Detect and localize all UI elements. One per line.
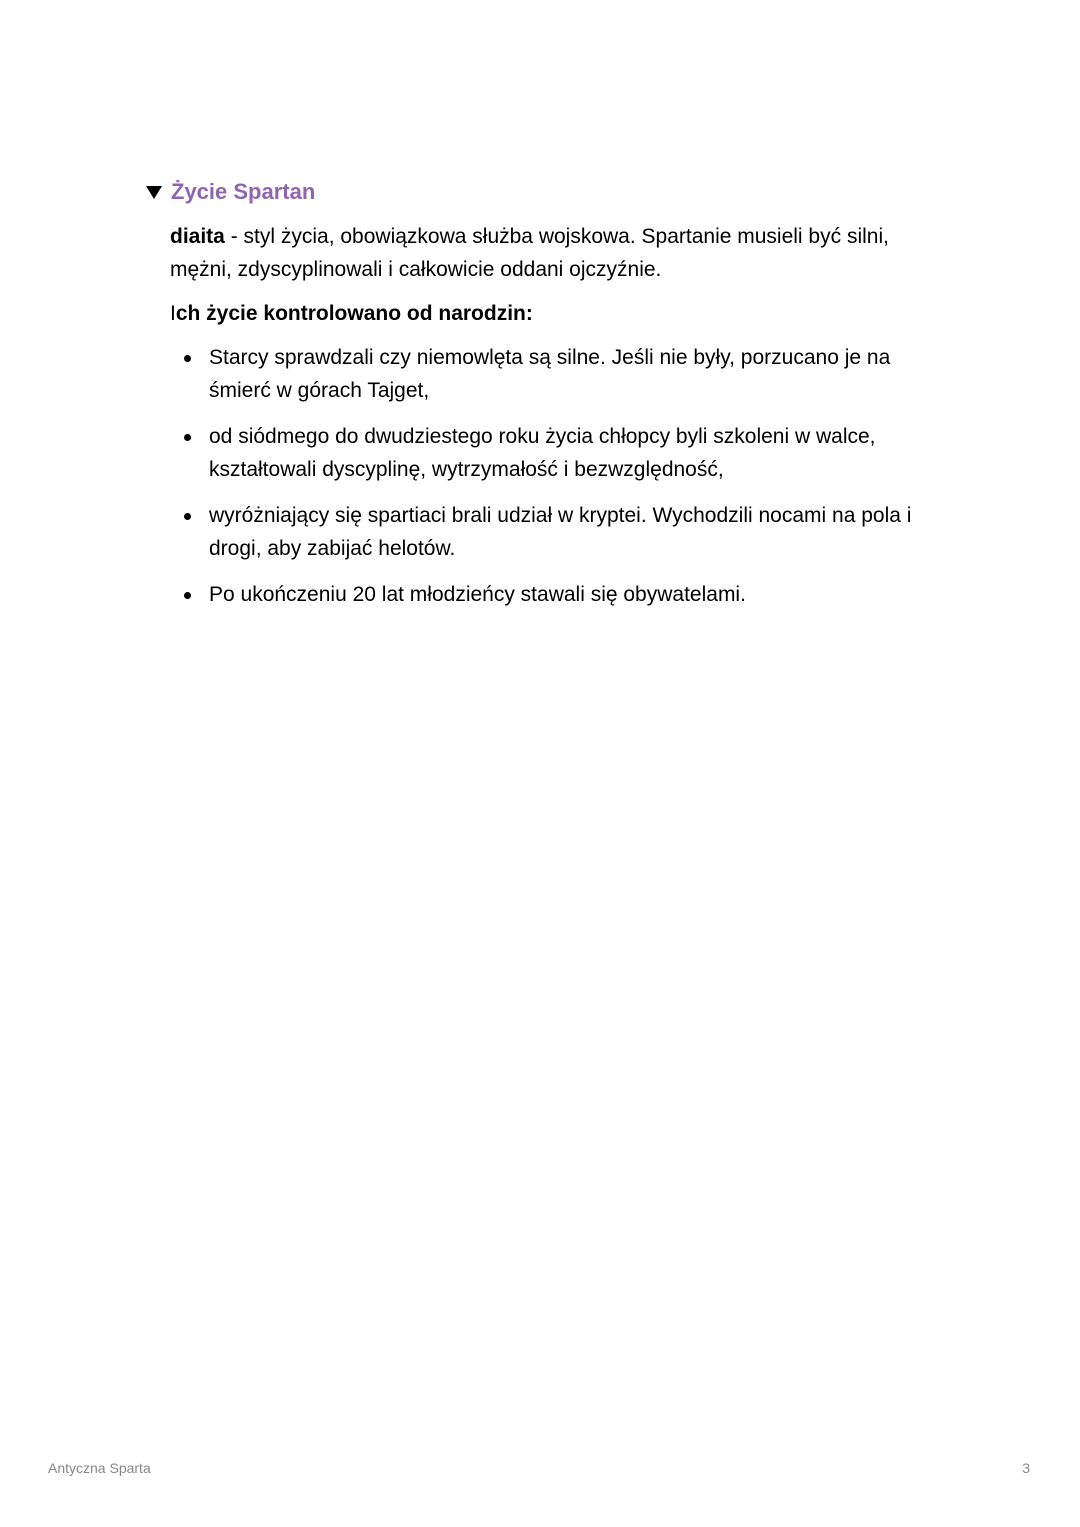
toggle-header[interactable] [144, 176, 944, 208]
list-item-text: Po ukończeniu 20 lat młodzieńcy stawali się obywatelami. [209, 583, 746, 606]
list-item [170, 578, 949, 611]
footer-document-title: Antyczna Sparta [48, 1460, 151, 1476]
toggle-block-zycie-spartan [144, 176, 944, 611]
intro-first-letter: I [170, 302, 176, 325]
list-item [170, 499, 949, 565]
list-item-text: Starcy sprawdzali czy niemowlęta są silne. Jeśli nie były, porzucano je na śmierć w górach Tajget, [209, 346, 891, 402]
bullet-dot-icon [184, 355, 191, 362]
list-item-text: wyróżniający się spartiaci brali udział w kryptei. Wychodzili nocami na pola i drogi, aby zabijać helotów. [209, 504, 912, 560]
definition-diaita: - styl życia, obowiązkowa służba wojskowa. Spartanie musieli być silni, mężni, zdyscyplinowali i całkowicie oddani ojczyźnie. [170, 225, 889, 281]
footer-page-number: 3 [1022, 1460, 1030, 1476]
bullet-dot-icon [184, 434, 191, 441]
triangle-down-icon[interactable] [146, 186, 162, 199]
toggle-content [170, 220, 944, 611]
list-item [170, 420, 949, 486]
paragraph-intro [170, 297, 940, 330]
list-item [170, 341, 949, 407]
bullet-dot-icon [184, 592, 191, 599]
bullet-list [170, 341, 944, 611]
list-item-text: od siódmego do dwudziestego roku życia chłopcy byli szkoleni w walce, kształtowali dyscyplinę, wytrzymałość i bezwzględność, [209, 425, 876, 481]
paragraph-diaita [170, 220, 940, 286]
term-diaita: diaita [170, 225, 225, 248]
intro-bold-text: ch życie kontrolowano od narodzin: [175, 302, 533, 325]
toggle-title: Życie Spartan [171, 179, 316, 204]
bullet-dot-icon [184, 513, 191, 520]
